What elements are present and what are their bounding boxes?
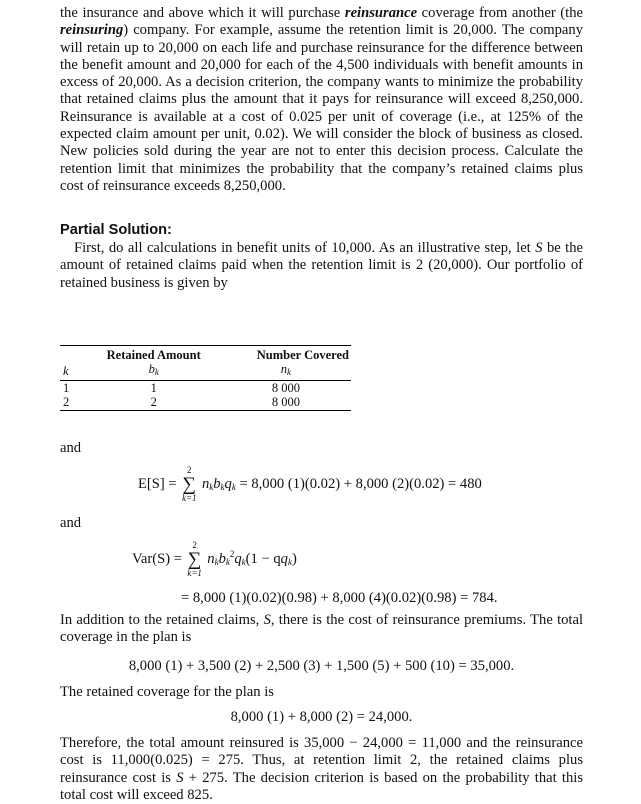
b-sub: k (154, 367, 159, 377)
retained-coverage-intro: The retained coverage for the plan is (60, 684, 274, 700)
header-number-covered: Number Covered (219, 346, 351, 363)
header-n-symbol (219, 362, 351, 381)
partial-solution-paragraph (60, 240, 583, 292)
var-term-tail: (1 − q (245, 551, 281, 567)
partial-solution-heading: Partial Solution: (60, 222, 172, 238)
header-k: k (60, 362, 88, 381)
cell-b: 2 (88, 395, 219, 411)
es-rhs: = 8,000 (1)(0.02) + 8,000 (2)(0.02) = 480 (235, 476, 482, 492)
expectation-equation: E[S] = 2 ∑ k=1 $n_kb_kq_k = 8,000$ (1)(0.02) + 8,000 (2)(0.02) = 480 (138, 465, 482, 503)
retained-coverage-equation: 8,000 (1) + 8,000 (2) = 24,000. (230, 709, 413, 725)
term-reinsuring: reinsuring (60, 22, 124, 39)
var-lhs: Var(S) = (132, 551, 186, 567)
ps-text-a: First, do all calculations in benefit units of 10,000. As an illustrative step, let (74, 240, 536, 256)
header-k-blank (60, 346, 88, 363)
closing-var-s: S (263, 612, 271, 628)
retained-business-table (60, 345, 351, 411)
header-b-symbol (88, 362, 219, 381)
and-label-1: and (60, 440, 82, 456)
b-sym: b (148, 362, 155, 376)
total-coverage-equation: 8,000 (1) + 3,500 (2) + 2,500 (3) + 1,500 (5) + 500 (10) = 35,000. (128, 658, 515, 674)
sum-upper-limit: 2 (192, 540, 197, 550)
es-term-n: n (201, 476, 210, 492)
sum-lower-limit: k=1 (181, 493, 197, 503)
es-lhs: E[S] = (138, 476, 181, 492)
closing-text-d: + 275. The decision criterion is based on the probability that this total cost will exceed 825. (60, 769, 584, 803)
variance-equation: Var(S) = 2 ∑ k=1 $n_kb_k^2q_k(1 - qq_k)$ (132, 540, 297, 578)
ps-text-b: be the amount of retained claims paid when the retention limit is 2 (20,000). Our portfolio of retained business is given by (60, 240, 583, 291)
n-sym: n (280, 362, 287, 376)
sum-upper-limit: 2 (187, 465, 192, 475)
table-row (60, 381, 351, 396)
header-retained-amount: Retained Amount (88, 346, 219, 363)
var-close: ) (291, 551, 297, 567)
cell-b: 1 (150, 381, 157, 395)
intro-text-a: the insurance and above which it will purchase (60, 5, 345, 21)
sum-symbol: 2 ∑ k=1 (180, 477, 198, 495)
and-label-2: and (60, 515, 82, 531)
variance-result: = 8,000 (1)(0.02)(0.98) + 8,000 (4)(0.02)(0.98) = 784. (181, 590, 498, 606)
cell-k: 2 (60, 395, 88, 411)
ps-var-s: S (535, 240, 543, 256)
closing-text-a: In addition to the retained claims, (60, 612, 264, 628)
closing-text-c: Therefore, the total amount reinsured is 35,000 − 24,000 = 11,000 and the reinsurance cost is 11,000(0.025) = 275. Thus, at retention limit 2, the retained claims plus reinsurance cost is (60, 735, 583, 786)
cell-k: 1 (63, 381, 70, 395)
cell-n: 8 000 (271, 381, 300, 395)
closing-var-s2: S (176, 769, 184, 786)
sum-lower-limit: k=1 (187, 568, 202, 578)
cell-n: 8 000 (219, 395, 351, 411)
n-sub: k (287, 367, 291, 377)
intro-text-c: ) company. For example, assume the retention limit is 20,000. The company will retain up to 20,000 on each life and purchase reinsurance for the difference between the benefit amount and 20,000 for each of the 4,500 individuals with benefit amounts in excess of 20,000. As a decision criterion, the company wants to minimize the probability that retained claims plus the amount that it pays for reinsurance will exceed 8,250,000. Reinsurance is available at a cost of 0.025 per unit of coverage (i.e., at 125% of the expected claim amount per unit, 0.02). We will consider the block of business as closed. New policies sold during the year are not to enter this decision process. Calculate the retention limit that minimizes the probability that the company’s retained claims plus cost of reinsurance exceeds 8,250,000. (60, 22, 583, 194)
term-reinsurance: reinsurance (344, 5, 418, 21)
closing-paragraph-1 (60, 612, 583, 647)
closing-text-b: , there is the cost of reinsurance premiums. The total coverage in the plan is (60, 612, 584, 646)
intro-paragraph (60, 5, 583, 195)
sum-symbol: 2 ∑ k=1 (186, 552, 204, 570)
intro-text-b: coverage from another (the (417, 5, 583, 21)
closing-paragraph-2 (60, 735, 583, 804)
table-row (60, 395, 351, 411)
